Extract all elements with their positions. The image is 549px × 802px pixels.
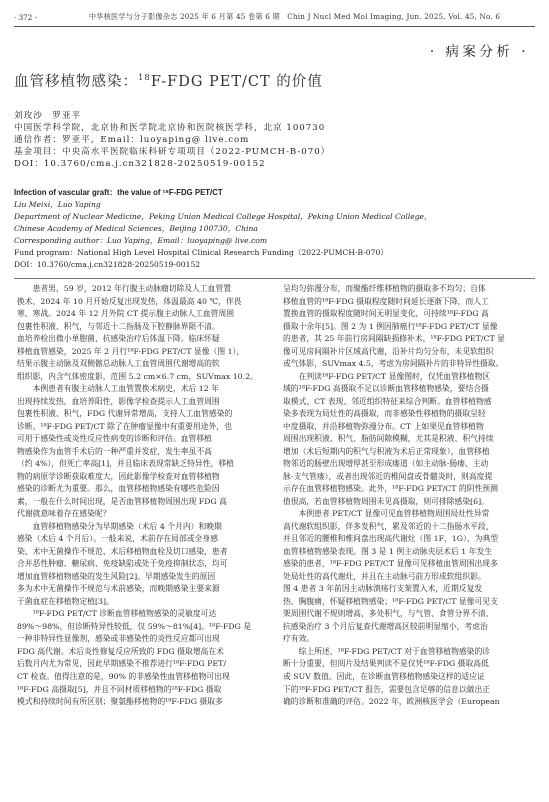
right-column-line: 域的¹⁸F-FDG 高摄取不足以诊断血管移植物感染，要结合摄	[283, 384, 489, 394]
left-column-line: ¹⁸F-FDG PET/CT 诊断血管移植物感染的灵敏度可达	[17, 609, 217, 619]
left-column-line: 代谢就意味着存在感染呢？	[17, 509, 111, 519]
left-column-line: 89%～98%，但诊断特异性较低，仅 59%～81%[4]。¹⁸F-FDG 是	[17, 621, 252, 631]
left-column-line: 可用于感染性或炎性反应性病变的诊断和评估。血管移植	[17, 434, 212, 444]
right-column-line: 抗感染治疗 3 个月后复查代谢增高区较前明显缩小，考虑治	[283, 621, 488, 631]
left-column-line: 合并恶性肿瘤、糖尿病、免疫缺陷或处于免疫抑制状态，均可	[17, 559, 228, 569]
left-column-line: 组织影，内含气体密度影，范围 5.2 cm×6.7 cm，SUVmax 10.2。	[17, 371, 258, 381]
left-column-line: 结果示腹主动脉及双侧髂总动脉人工血管周围代谢增高的软	[17, 359, 220, 369]
right-column-line: 值很高，若血管移植物周围未见高摄取，则可排除感染[6]。	[283, 496, 489, 506]
left-column-line: 诊断。¹⁸F-FDG PET/CT 除了在肿瘤显像中有重要用途外，也	[17, 421, 232, 431]
left-column-line: 出现持续发热，血培养阳性，影像学检查提示人工血管周围	[17, 396, 220, 406]
title-isotope: 18	[138, 73, 151, 84]
left-column-line: 素，一般在什么时间出现，是否血管移植物周围出现 FDG 高	[17, 496, 227, 506]
right-column-line: 高代谢软组织影，伴多发积气，累及邻近的十二指肠水平段，	[283, 521, 494, 531]
left-column-line: 包裹性积液、积气，FDG 代谢异常增高，支持人工血管感染的	[17, 409, 233, 419]
right-column-line: 热、胸腹痛，怀疑移植物感染；¹⁸F-FDG PET/CT 显像可见支	[283, 596, 498, 606]
english-corresponding: Corresponding author：Luo Yaping，Email：luoyaping@ live.com	[14, 236, 268, 245]
english-affiliation-1: Department of Nuclear Medicine，Peking Union Medical College Hospital，Peking Union Medical College，	[14, 212, 432, 221]
right-column-line: 脉-支气管瘘），或者出现邻近的椎间盘或骨髓炎时，则高度提	[283, 471, 493, 481]
left-column-line: 感染的诊断尤为重要。那么，血管移植物感染有哪些危险因	[17, 484, 220, 494]
right-column-line: 处局灶性的高代谢灶，并且在主动脉弓前方形成软组织影。	[283, 571, 486, 581]
article-title	[14, 70, 323, 91]
english-authors: Liu Meixi，Luo Yaping	[14, 200, 101, 209]
left-column-line: 本例患者有腹主动脉人工血管置换术病史，术后 12 年	[17, 384, 220, 394]
right-column-line: 在判读¹⁸F-FDG PET/CT 显像图时，仅凭血管移植物区	[283, 371, 491, 381]
english-doi: DOI：10.3760/cma.j.cn321828-20250519-00152	[14, 260, 201, 269]
right-column-line: 取模式、CT 表现、邻近组织特征来综合判断。血管移植物感	[283, 396, 492, 406]
header-rule	[14, 26, 535, 27]
left-column-line: 包裹性积液、积气，与邻近十二指肠及下腔静脉界限不清。	[17, 321, 220, 331]
right-column-line: 染多表现为局灶性的高摄取，而非感染性移植物的摄取呈轻	[283, 409, 486, 419]
left-column-line: 一种非特异性显像剂，感染或非感染性的炎性反应都可出现	[17, 634, 220, 644]
left-column-line: 物感染作为血管手术后的一种严重并发症，发生率虽不高	[17, 446, 212, 456]
metadata-rule	[14, 278, 535, 279]
right-column-line: 感染的患者，¹⁸F-FDG PET/CT 显像可见移植血管周围出现多	[283, 559, 498, 569]
right-column-line: 综上所述，¹⁸F-FDG PET/CT 对于血管移植物感染的诊	[283, 646, 491, 656]
journal-citation: 中华核医学与分子影像杂志 2025 年 6 月第 45 卷第 6 期 Chin J Nucl Med Mol Imaging, Jun. 2025, Vol. 45, No. 6	[88, 12, 501, 21]
affiliation: 中国医学科学院，北京协和医学院北京协和医院核医学科，北京 100730	[14, 123, 326, 133]
right-column-line: 摄取十余年[5]。图 2 为 1 例因肺癌行¹⁸F-FDG PET/CT 显像	[283, 321, 498, 331]
right-column-line: 或 SUV 数值。因此，在诊断血管移植物感染这样的适应证	[283, 671, 485, 681]
right-column-line: 或气体影，SUVmax 4.5，考虑为房间隔补片的非特异性摄取。	[283, 359, 504, 369]
left-column-line: 于菌血症在移植物定植[3]。	[17, 596, 114, 606]
section-label: · 病案分析 ·	[429, 44, 529, 60]
left-column-line: 后数月内尤为常见，因此早期感染不推荐进行¹⁸F-FDG PET/	[17, 659, 227, 669]
right-column-line: 断十分重要，但阅片及结果判读不是仅凭¹⁸F-FDG 摄取高低	[283, 659, 489, 669]
left-column-line: 模式和持续时间有所区别；聚氨酯移植物的¹⁸F-FDG 摄取多	[17, 697, 223, 707]
right-column-line: 物邻近的肠壁出现增厚甚至形成瘘道（如主动脉-肠瘘、主动	[283, 459, 489, 469]
right-column-line: 确的诊断和准确的评估。2022 年，欧洲核医学会（European	[283, 697, 500, 707]
left-column-line: 染、术中无菌操作不规范、术后移植物血栓及切口感染，患者	[17, 546, 228, 556]
right-column-line: 并且邻近的腰椎和椎间盘出现高代谢灶（图 1F，1G），为典型	[283, 534, 499, 544]
doi: DOI：10.3760/cma.j.cn321828-20250519-00152	[14, 159, 266, 169]
right-column-line: 示存在血管移植物感染。此外，¹⁸F-FDG PET/CT 的阴性预测	[283, 484, 498, 494]
fund-program: 基金项目：中央高水平医院临床科研专项项目（2022-PUMCH-B-070）	[14, 147, 331, 157]
right-column-line: 置换血管的摄取程度随时间无明显变化，可持续¹⁸F-FDG 高	[283, 309, 489, 319]
authors-block	[14, 110, 535, 170]
left-column-line: CT 检查。值得注意的是，90% 的非感染性血管移植物可出现	[17, 671, 230, 681]
title-prefix: 血管移植物感染：	[14, 74, 138, 90]
english-fund: Fund program：National High Level Hospital Clinical Research Funding（2022-PUMCH-B-070）	[14, 248, 388, 257]
right-column-line: 架周围代谢不规则增高，多处积气，与气管、食管分界不清，	[283, 609, 494, 619]
english-metadata	[14, 187, 535, 271]
right-column-line: 中度摄取，并沿移植物弥漫分布。CT 上如果见血管移植物	[283, 421, 484, 431]
right-column-line: 血管移植物感染表现。图 3 是 1 例主动脉夹层术后 1 年发生	[283, 546, 493, 556]
left-column-line: 增加血管移植物感染的发生风险[2]。早期感染发生的原因	[17, 571, 216, 581]
left-column-line: （约 4%），但死亡率高[1]，并且临床表现常缺乏特异性，移植	[17, 459, 234, 469]
right-column-line: 周围出现积液、积气、脂肪间隙模糊，尤其是积液、积气持续	[283, 434, 494, 444]
right-column-line: 疗有效。	[283, 634, 315, 644]
left-column-line: 血培养检出微小单胞菌，抗感染治疗后体温下降。临床怀疑	[17, 334, 220, 344]
right-column-line: 移植血管的¹⁸F-FDG 摄取程度随时间延长逐渐下降，而人工	[283, 296, 489, 306]
english-affiliation-2: Chinese Academy of Medical Sciences，Beijing 100730，China	[14, 224, 258, 233]
left-column-line: 换术，2024 年 10 月开始反复出现发热，体温最高 40 ℃，伴畏	[17, 296, 242, 306]
left-column-line: FDG 高代谢。术后炎性修复反应所致的 FDG 摄取增高在术	[17, 646, 224, 656]
right-column-line: 的患者，其 25 年前行房间隔缺损修补术，¹⁸F-FDG PET/CT 显	[283, 334, 505, 344]
page-number: · 372 ·	[14, 12, 37, 22]
left-column-line: 物的病原学诊断获取难度大，因此影像学检查对血管移植物	[17, 471, 220, 481]
right-column-line: 图 4 患者 3 年前因主动脉溃疡行支架置入术，近期反复发	[283, 584, 483, 594]
right-column-line: 呈均匀弥漫分布，而聚酯纤维移植物的摄取多不均匀；自体	[283, 284, 486, 293]
right-column-line: 像可见房间隔补片区域高代谢，沿补片均匀分布，未见软组织	[283, 346, 494, 356]
title-suffix: F-FDG PET/CT 的价值	[150, 74, 323, 90]
corresponding-author: 通信作者：罗亚平，Email：luoyaping@ live.com	[14, 135, 250, 145]
left-column-line: 移植血管感染，2025 年 2 月行¹⁸F-FDG PET/CT 显像（图 1），	[17, 346, 245, 356]
body-column-left	[17, 283, 269, 709]
left-column-line: 寒、寒战。2024 年 12 月外院 CT 提示腹主动脉人工血管周围	[17, 309, 235, 319]
left-column-line: 多为术中无菌操作不规范与术前感染，而晚期感染主要来源	[17, 584, 220, 594]
english-title: Infection of vascular graft：the value of ¹⁸F-FDG PET/CT	[14, 188, 223, 197]
left-column-line: ¹⁸F-FDG 高摄取[5]，并且不同材质移植物的¹⁸F-FDG 摄取	[17, 684, 222, 694]
running-header	[14, 10, 535, 24]
body-column-right	[283, 283, 535, 709]
left-column-line: 患者男，59 岁，2012 年行腹主动脉瘤切除及人工血管置	[17, 284, 232, 293]
right-column-line: 本例患者 PET/CT 显像可见血管移植物周围局灶性异常	[283, 509, 490, 519]
left-column-line: 感染（术后 4 个月后）。一般来说，术前存在局部或全身感	[17, 534, 218, 544]
right-column-line: 下的¹⁸F-FDG PET/CT 报告，需要包含足够的信息以做出正	[283, 684, 491, 694]
author-names: 刘玫沙 罗亚平	[14, 111, 82, 121]
right-column-line: 增加（术后短期内的积气与积液为术后正常现象），血管移植	[283, 446, 490, 456]
left-column-line: 血管移植物感染分为早期感染（术后 4 个月内）和晚期	[17, 521, 222, 531]
